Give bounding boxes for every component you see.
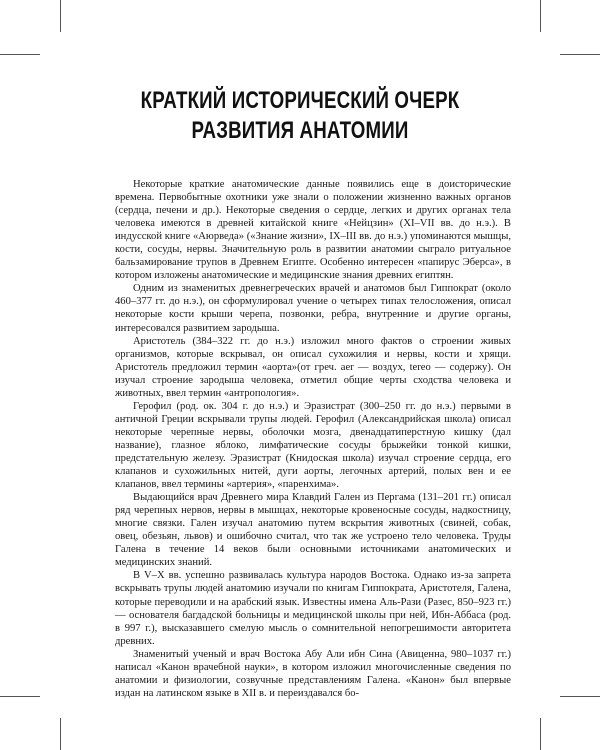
paragraph: В V–X вв. успешно развивалась культура народов Востока. Однако из-за запрета вскрывать трупы людей анатомию изучали по книгам Гиппократа, Аристотеля, Галена, которые переводили и на арабский язык. Известны имена Аль-Рази (Разес, 850–923 гг.) — основателя багдадской больницы и медицинской школы при ней, Ибн-Аббаса (род. в 997 г.), высказавшего смелую мысль о сомнительной непогрешимости авторитета древних. [115, 570, 511, 647]
chapter-title [60, 86, 540, 146]
chapter-title-line-2: РАЗВИТИЯ АНАТОМИИ [191, 117, 409, 144]
crop-mark-bottom-right-h [560, 696, 600, 697]
paragraph: Выдающийся врач Древнего мира Клавдий Гален из Пергама (131–201 гг.) описал ряд черепных нервов, нервы в мышцах, некоторые кровеносные сосуды, надкостницу, многие связки. Гален изучал анатомию путем вскрытия животных (свиней, собак, овец, обезьян, львов) и ошибочно считал, что так же устроено тело человека. Труды Галена в течение 14 веков были основными источниками анатомических и медицинских знаний. [115, 492, 511, 569]
paragraph: Некоторые краткие анатомические данные появились еще в доисторические времена. Первобытные охотники уже знали о положении жизненно важных органов (сердца, печени и др.). Некоторые сведения о сердце, легких и других органах тела человека имеются в древней китайской книге «Нейцзин» (XI–VII вв. до н.э.). В индусской книге «Аюрведа» («Знание жизни», IX–III вв. до н.э.) упоминаются мышцы, кости, сосуды, нервы. Значительную роль в развитии анатомии сыграло ритуальное бальзамирование трупов в Древнем Египте. Особенно интересен «папирус Эберса», в котором изложены анатомические и медицинские знания древних египтян. [115, 179, 511, 282]
crop-mark-top-right-h [560, 54, 600, 55]
crop-mark-top-right [540, 0, 541, 32]
paragraph: Одним из знаменитых древнегреческих врачей и анатомов был Гиппократ (около 460–377 гг. до н.э.), он сформулировал учение о четырех типах телосложения, описал некоторые кости крыши черепа, позвонки, ребра, внутренние и другие органы, интересовался развитием зародыша. [115, 283, 511, 334]
crop-mark-bottom-right [540, 718, 541, 750]
crop-mark-top-left [60, 0, 61, 32]
paragraph: Аристотель (384–322 гг. до н.э.) изложил много фактов о строении живых организмов, которые вскрывал, он описал сухожилия и нервы, кости и хрящи. Аристотель предложил термин «аорта»(от греч. aer — воздух, tereo — содержу). Он изучал строение зародыша человека, отметил общие черты сходства человека и животных, ввел термин «антропология». [115, 335, 511, 399]
crop-mark-top-left-h [0, 54, 40, 55]
body-text [115, 178, 511, 700]
crop-mark-bottom-left-h [0, 696, 40, 697]
crop-mark-bottom-left [60, 718, 61, 750]
chapter-title-line-1: КРАТКИЙ ИСТОРИЧЕСКИЙ ОЧЕРК [140, 87, 460, 114]
paragraph: Герофил (род. ок. 304 г. до н.э.) и Эразистрат (300–250 гг. до н.э.) первыми в античной Греции вскрывали трупы людей. Герофил (Александрийская школа) описал некоторые черепные нервы, оболочки мозга, двенадцатиперстную кишку (дал название), глазное яблоко, лимфатические сосуды брыжейки тонкой кишки, предстательную железу. Эразистрат (Книдоская школа) изучал строение сердца, его клапанов и сухожильных нитей, дуги аорты, легочных артерий, полых вен и ее клапанов, ввел термины «артерия», «паренхима». [115, 400, 511, 491]
paragraph: Знаменитый ученый и врач Востока Абу Али ибн Сина (Авиценна, 980–1037 гг.) написал «Канон врачебной науки», в котором изложил многочисленные сведения по анатомии и физиологии, созвучные представлениям Галена. «Канон» был впервые издан на латинском языке в XII в. и переиздавался бо- [115, 648, 511, 699]
